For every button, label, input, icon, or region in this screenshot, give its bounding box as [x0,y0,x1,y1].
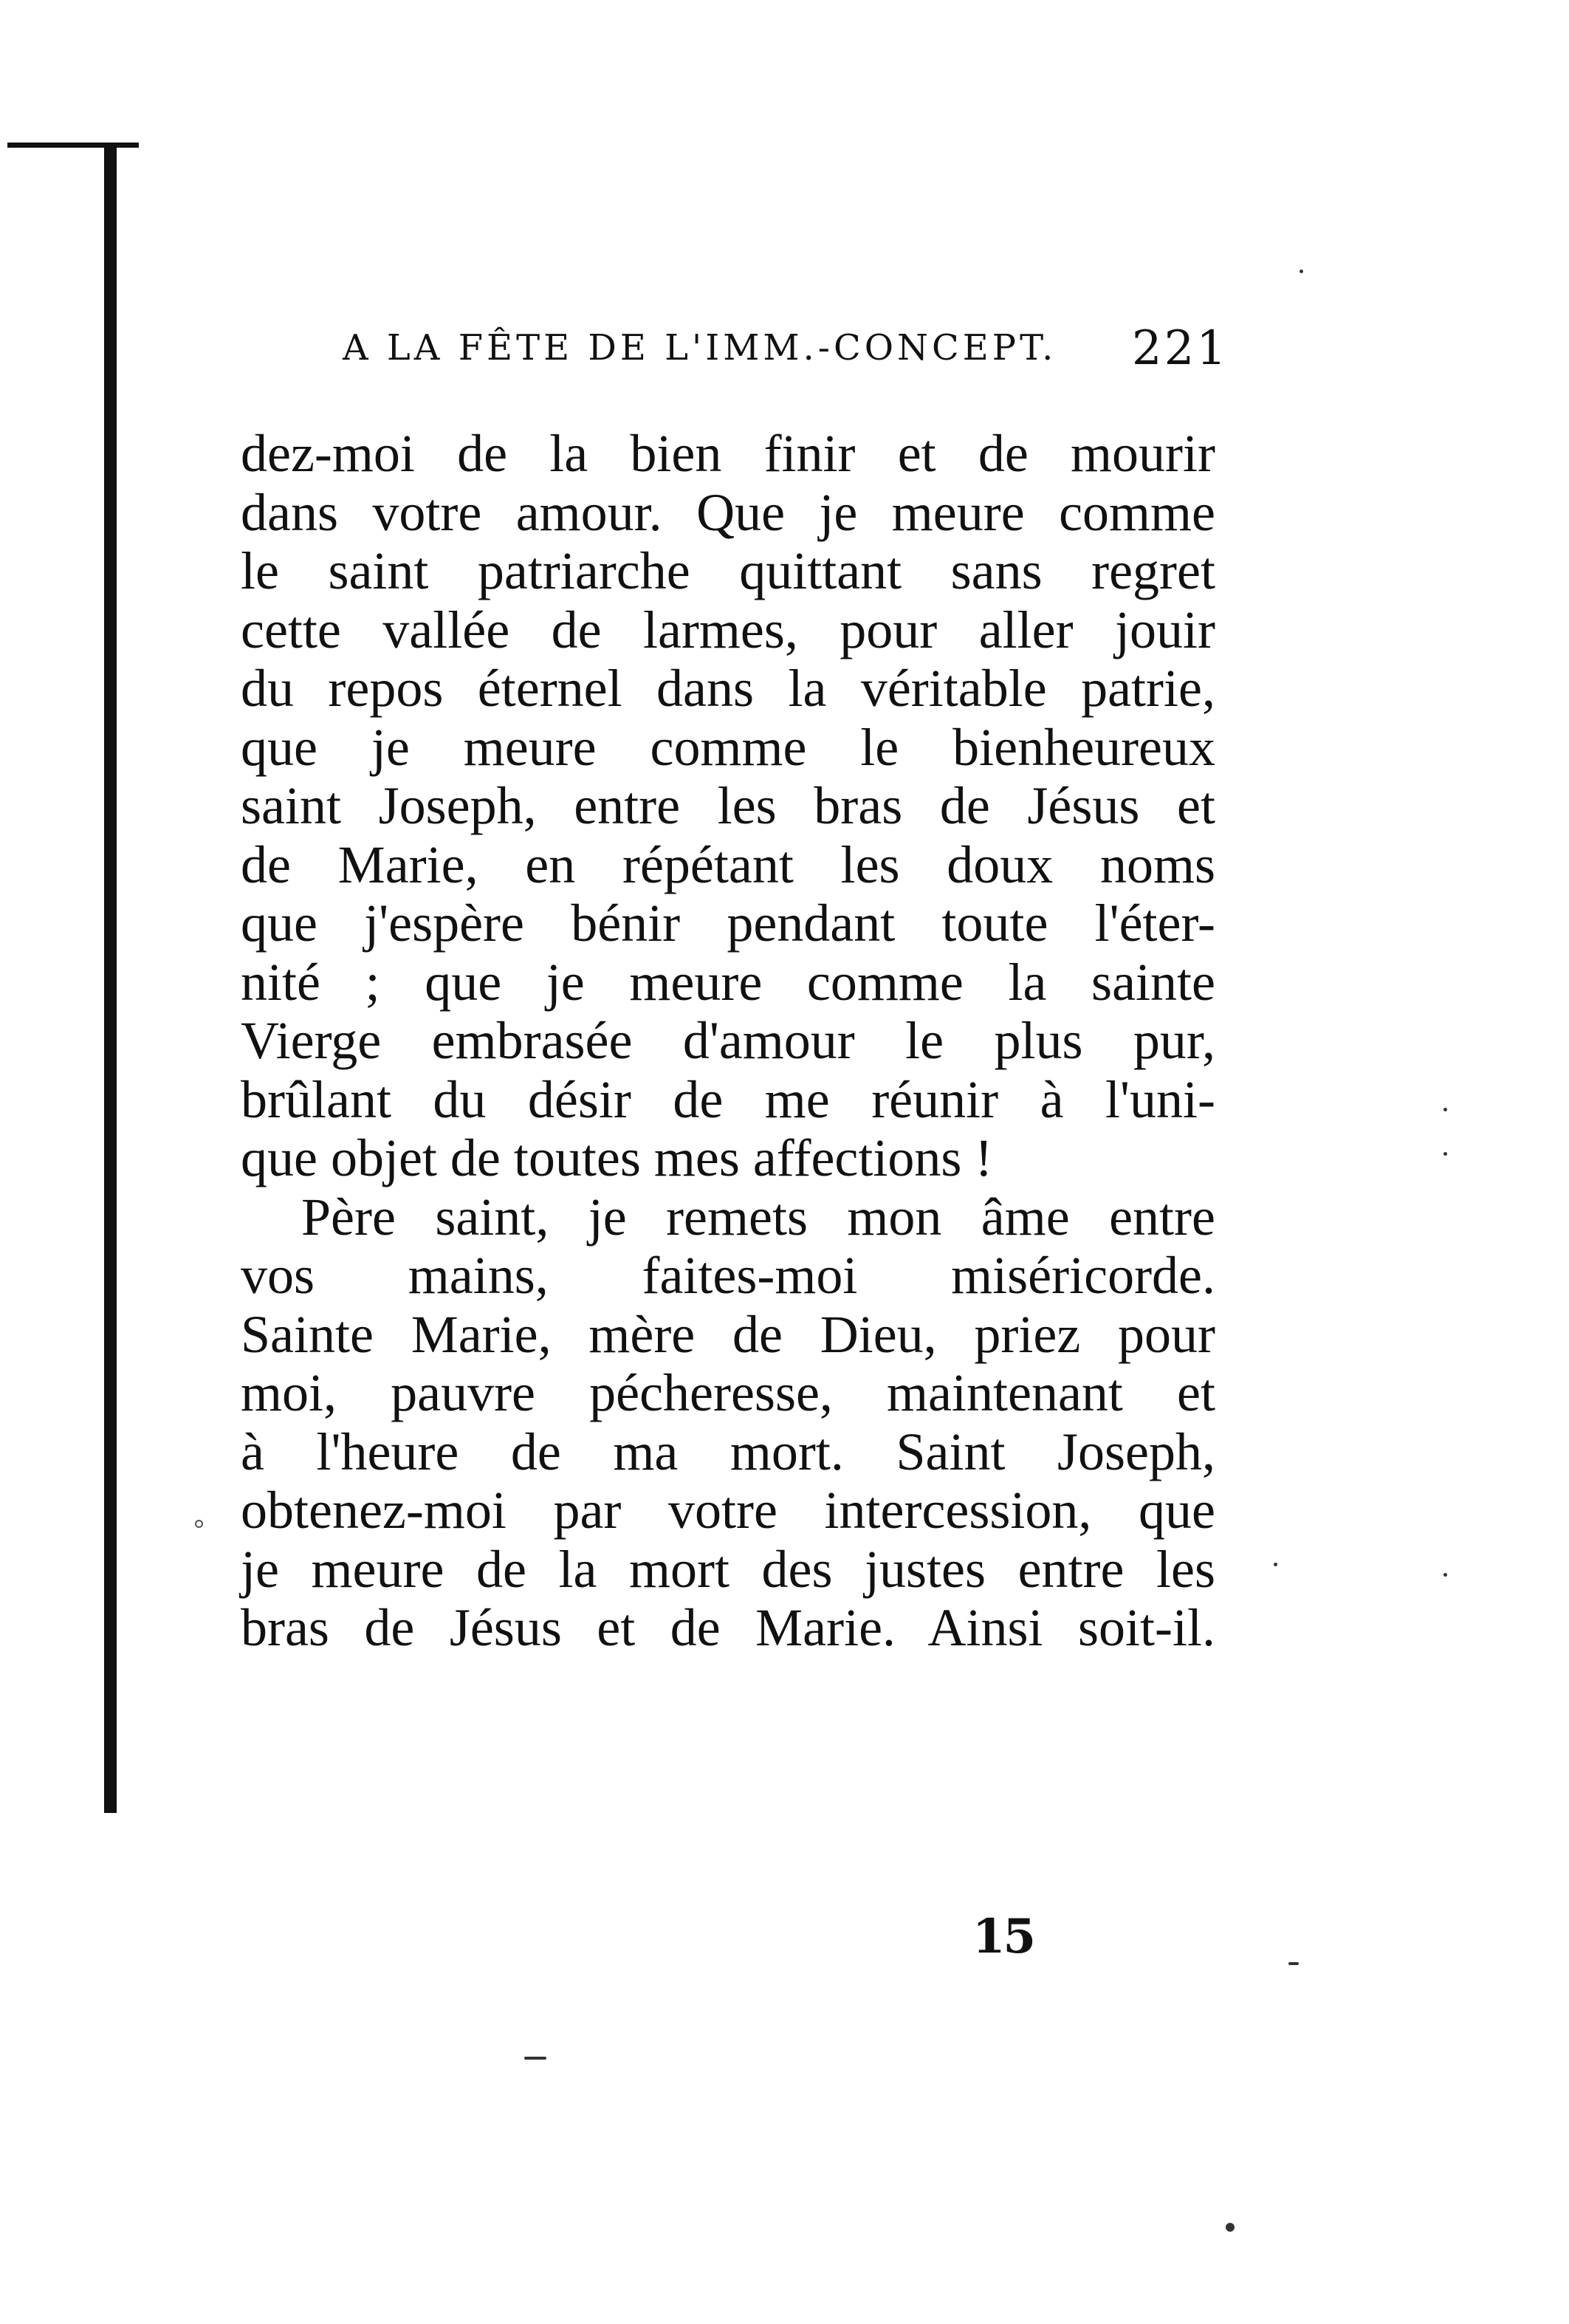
body-text [241,425,1215,1658]
text-line: Père saint, je remets mon âme entre [301,1187,1215,1247]
text-line: le saint patriarche quittant sans regret [241,541,1215,600]
text-line: bras de Jésus et de Marie. Ainsi soit-il. [241,1598,1215,1657]
text-line: nité ; que je meure comme la sainte [241,952,1215,1012]
text-line: dez-moi de la bien finir et de mourir [241,424,1215,483]
binding-rule [104,143,117,1813]
text-line: de Marie, en répétant les doux noms [241,834,1215,894]
text-line: cette vallée de larmes, pour aller jouir [241,600,1215,659]
text-line: saint Joseph, entre les bras de Jésus et [241,776,1215,835]
text-line: à l'heure de ma mort. Saint Joseph, [241,1422,1215,1481]
scan-speck [1288,1962,1299,1965]
text-line: moi, pauvre pécheresse, maintenant et [241,1363,1215,1422]
text-line: obtenez-moi par votre intercession, que [241,1481,1215,1540]
text-line: Vierge embrasée d'amour le plus pur, [241,1011,1215,1070]
text-line: du repos éternel dans la véritable patrie, [241,659,1215,718]
scan-speck [1300,270,1303,273]
scan-speck [524,2057,546,2060]
scan-speck [1226,2223,1235,2232]
text-line: que j'espère bénir pendant toute l'éter- [241,894,1215,953]
running-head [343,321,1229,380]
text-line: Sainte Marie, mère de Dieu, priez pour [241,1304,1215,1364]
text-line: que objet de toutes mes affections ! [241,1128,993,1187]
scan-speck [1443,1573,1447,1577]
text-line: que je meure comme le bienheureux [241,717,1215,777]
text-line: vos mains, faites-moi miséricorde. [241,1246,1215,1305]
text-line: je meure de la mort des justes entre les [241,1539,1215,1599]
page-number: 221 [1131,321,1229,376]
scan-speck [1443,1108,1447,1111]
text-line: brûlant du désir de me réunir à l'uni- [241,1069,1215,1129]
top-rule [7,143,139,148]
scan-speck [195,1520,203,1528]
running-head-title: A LA FÊTE DE L'IMM.-CONCEPT. [343,327,1057,369]
scan-speck [1274,1563,1277,1566]
scan-speck [1443,1152,1447,1156]
text-line: dans votre amour. Que je meure comme [241,482,1215,542]
signature-mark: 15 [972,1909,1034,1964]
